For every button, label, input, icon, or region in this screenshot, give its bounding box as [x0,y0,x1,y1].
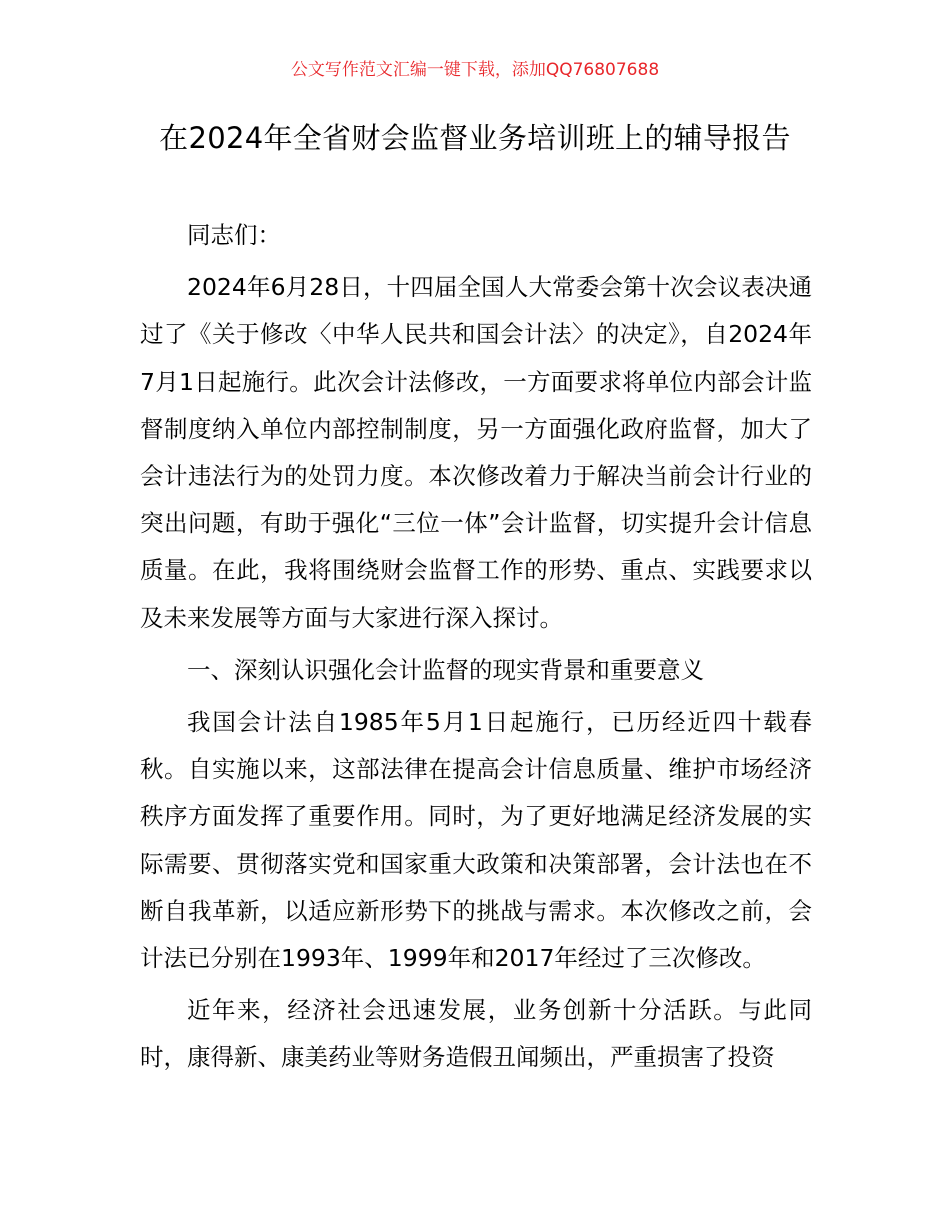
salutation: 同志们： [187,221,281,249]
document-body [140,212,812,1082]
paragraph-intro: 2024年6月28日，十四届全国人大常委会第十次会议表决通过了《关于修改〈中华人民共和国会计法〉的决定》，自2024年7月1日起施行。此次会计法修改，一方面要求将单位内部会计监督制度纳入单位内部控制制度，另一方面强化政府监督，加大了会计违法行为的处罚力度。本次修改着力于解决当前会计行业的突出问题，有助于强化“三位一体”会计监督，切实提升会计信息质量。在此，我将围绕财会监督工作的形势、重点、实践要求以及未来发展等方面与大家进行深入探讨。 [140,273,812,632]
section-heading-1: 一、深刻认识强化会计监督的现实背景和重要意义 [187,655,704,684]
download-banner: 公文写作范文汇编一键下载，添加QQ76807688 [290,60,660,80]
paragraph-history: 我国会计法自1985年5月1日起施行，已历经近四十载春秋。自实施以来，这部法律在提高会计信息质量、维护市场经济秩序方面发挥了重要作用。同时，为了更好地满足经济发展的实际需要、贯彻落实党和国家重大政策和决策部署，会计法也在不断自我革新，以适应新形势下的挑战与需求。本次修改之前，会计法已分别在1993年、1999年和2017年经过了三次修改。 [140,708,812,973]
paragraph-recent: 近年来，经济社会迅速发展，业务创新十分活跃。与此同时，康得新、康美药业等财务造假丑闻频出，严重损害了投资 [140,996,812,1072]
document-title: 在2024年全省财会监督业务培训班上的辅导报告 [159,121,791,155]
